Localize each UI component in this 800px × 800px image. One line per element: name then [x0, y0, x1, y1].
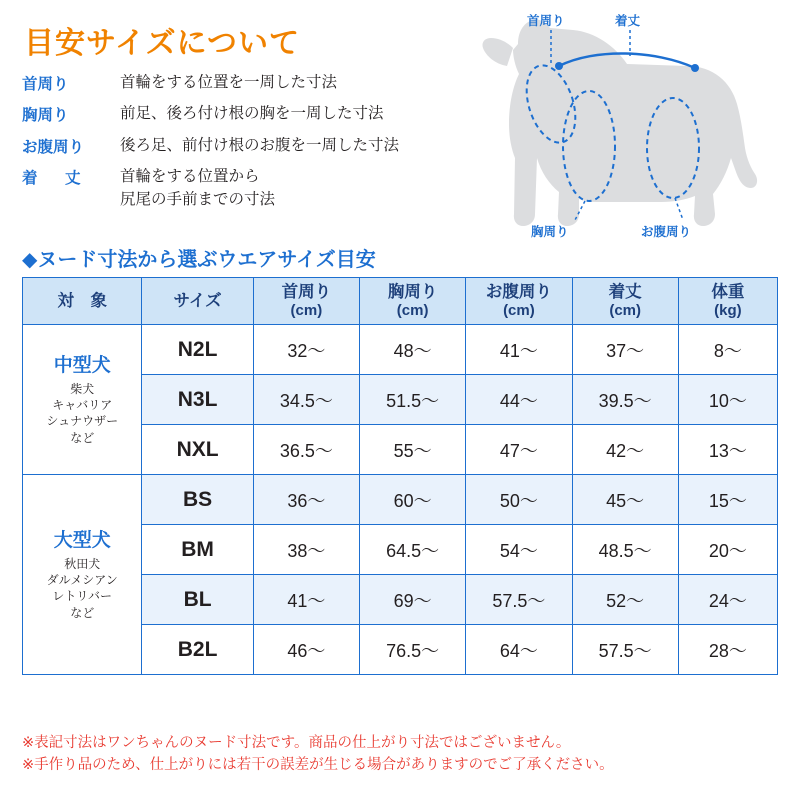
cell-neck: 41〜: [253, 575, 359, 625]
definition-term: 胸周り: [22, 107, 69, 125]
definition-line: 首輪をする位置を一周した寸法: [120, 74, 338, 91]
cell-size: N3L: [142, 375, 253, 425]
header-length: [572, 278, 678, 325]
cell-chest: 69〜: [360, 575, 466, 625]
cell-size: NXL: [142, 425, 253, 475]
cell-weight: 15〜: [678, 475, 777, 525]
header-length-label: 着丈: [608, 282, 642, 301]
cell-neck: 38〜: [253, 525, 359, 575]
label-belly: お腹周り: [641, 225, 692, 239]
target-title: 大型犬: [53, 530, 111, 552]
cell-chest: 48〜: [360, 325, 466, 375]
cell-weight: 13〜: [678, 425, 777, 475]
target-sub-line: など: [70, 605, 95, 620]
cell-length: 48.5〜: [572, 525, 678, 575]
target-sub-line: など: [70, 430, 95, 445]
cell-length: 45〜: [572, 475, 678, 525]
cell-neck: 46〜: [253, 625, 359, 675]
footnotes: [22, 732, 782, 777]
definition-description: [120, 166, 275, 211]
cell-chest: 76.5〜: [360, 625, 466, 675]
definition-term: 首周り: [22, 76, 69, 93]
measurement-definitions: [22, 72, 482, 220]
label-chest: 胸周り: [531, 225, 569, 239]
cell-chest: 64.5〜: [360, 525, 466, 575]
definition-line: 後ろ足、前付け根のお腹を一周した寸法: [120, 136, 400, 154]
back-length-start-dot: [555, 62, 563, 70]
header-weight-unit: (kg): [714, 301, 742, 319]
header-length-unit: (cm): [609, 301, 641, 319]
cell-length: 52〜: [572, 575, 678, 625]
cell-size: BM: [142, 525, 253, 575]
header-neck: [253, 278, 359, 325]
header-weight-label: 体重: [711, 282, 745, 301]
cell-belly: 50〜: [466, 475, 572, 525]
header-belly-unit: (cm): [503, 301, 535, 319]
definition-row: [22, 103, 482, 125]
cell-belly: 41〜: [466, 325, 572, 375]
cell-chest: 51.5〜: [360, 375, 466, 425]
size-table: [22, 277, 778, 675]
definition-term: 着 丈: [22, 170, 87, 188]
target-group-medium: [23, 325, 142, 475]
target-group-large: [23, 475, 142, 675]
cell-belly: 44〜: [466, 375, 572, 425]
header-belly: [466, 278, 572, 325]
section-heading: ◆ヌード寸法から選ぶウエアサイズ目安: [22, 249, 376, 271]
label-length: 着丈: [615, 14, 641, 28]
cell-chest: 55〜: [360, 425, 466, 475]
cell-neck: 34.5〜: [253, 375, 359, 425]
header-target-label: 対 象: [57, 291, 107, 310]
target-sub-line: 秋田犬: [64, 556, 101, 571]
definition-line: 尻尾の手前までの寸法: [120, 190, 276, 208]
definition-description: [120, 135, 399, 157]
header-belly-label: お腹周り: [485, 282, 552, 301]
dog-silhouette-icon: [482, 19, 757, 226]
page-title: 目安サイズについて: [24, 27, 300, 60]
definition-line: 前足、後ろ付け根の胸を一周した寸法: [120, 105, 384, 123]
table-row: [23, 475, 778, 525]
definition-row: [22, 135, 482, 157]
definition-line: 首輪をする位置から: [120, 168, 260, 186]
cell-weight: 8〜: [678, 325, 777, 375]
cell-length: 42〜: [572, 425, 678, 475]
cell-belly: 64〜: [466, 625, 572, 675]
header-chest: [360, 278, 466, 325]
cell-weight: 28〜: [678, 625, 777, 675]
definition-row: [22, 72, 482, 94]
definition-description: [120, 72, 337, 94]
definition-term: お腹周り: [22, 138, 85, 156]
target-sub-line: キャバリア: [52, 398, 113, 413]
cell-size: BS: [142, 475, 253, 525]
table-header-row: [23, 278, 778, 325]
dog-illustration: [455, 8, 795, 238]
cell-length: 39.5〜: [572, 375, 678, 425]
cell-neck: 32〜: [253, 325, 359, 375]
cell-length: 37〜: [572, 325, 678, 375]
cell-size: BL: [142, 575, 253, 625]
footnote: ※表記寸法はワンちゃんのヌード寸法です。商品の仕上がり寸法ではございません。: [22, 735, 571, 751]
target-sub-line: シュナウザー: [46, 414, 119, 429]
header-weight: [678, 278, 777, 325]
cell-weight: 10〜: [678, 375, 777, 425]
cell-neck: 36〜: [253, 475, 359, 525]
cell-belly: 57.5〜: [466, 575, 572, 625]
cell-size: N2L: [142, 325, 253, 375]
definition-row: [22, 166, 482, 211]
cell-weight: 20〜: [678, 525, 777, 575]
cell-chest: 60〜: [360, 475, 466, 525]
footnote: ※手作り品のため、仕上がりには若干の誤差が生じる場合がありますのでご了承ください。: [22, 757, 614, 774]
target-sub-line: 柴犬: [70, 381, 95, 396]
back-length-end-dot: [691, 64, 699, 72]
target-title: 中型犬: [53, 355, 111, 377]
header-chest-unit: (cm): [396, 301, 429, 319]
target-sub-line: ダルメシアン: [46, 573, 118, 588]
cell-neck: 36.5〜: [253, 425, 359, 475]
table-row: [23, 325, 778, 375]
dog-diagram-svg: [455, 8, 795, 238]
cell-weight: 24〜: [678, 575, 777, 625]
cell-belly: 54〜: [466, 525, 572, 575]
cell-belly: 47〜: [466, 425, 572, 475]
target-sub-line: レトリバー: [52, 589, 113, 604]
header-neck-unit: (cm): [290, 301, 323, 319]
header-size-label: サイズ: [173, 291, 222, 310]
header-size: [142, 278, 253, 325]
header-neck-label: 首周り: [281, 282, 332, 301]
definition-description: [120, 103, 384, 125]
belly-leader-line: [675, 198, 683, 220]
cell-length: 57.5〜: [572, 625, 678, 675]
header-target: [23, 278, 142, 325]
header-chest-label: 胸周り: [387, 282, 438, 301]
label-neck: 首周り: [527, 14, 565, 28]
cell-size: B2L: [142, 625, 253, 675]
